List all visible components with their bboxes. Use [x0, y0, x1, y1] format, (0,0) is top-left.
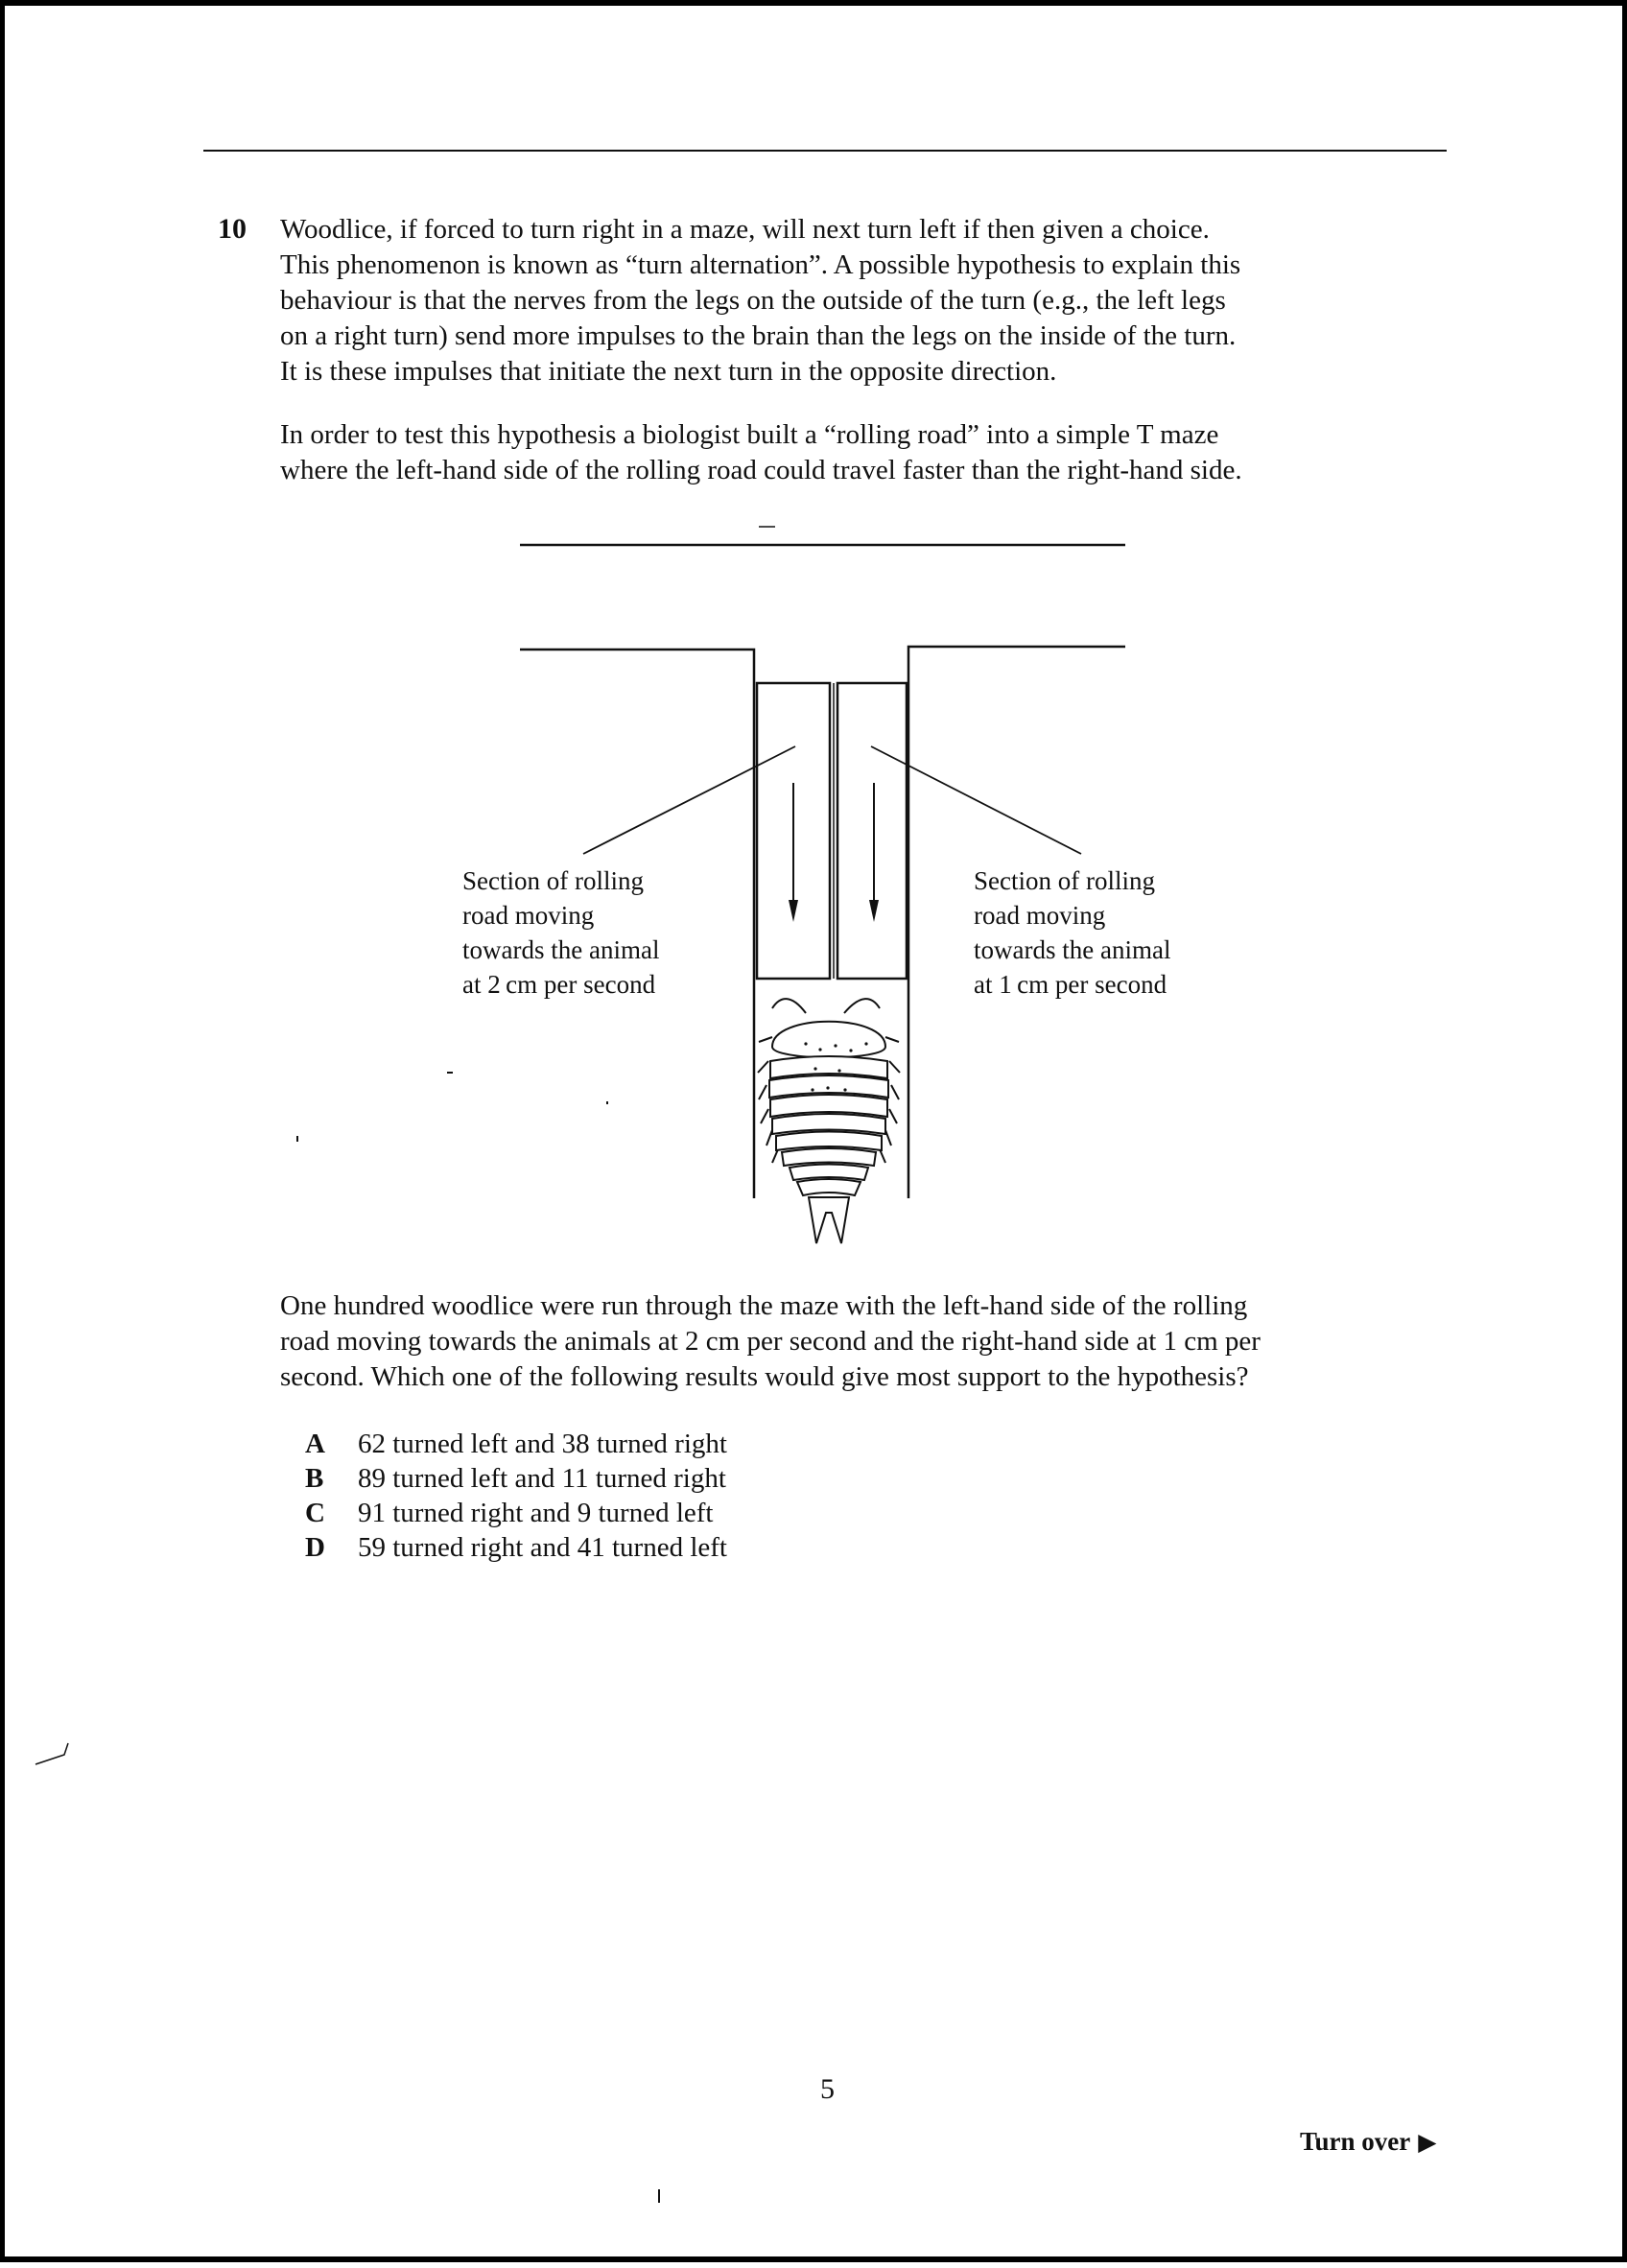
page-number: 5 — [820, 2073, 835, 2105]
scan-specks — [35, 1072, 660, 2203]
label-line: towards the animal — [974, 935, 1171, 964]
label-line: at 1 cm per second — [974, 970, 1167, 999]
label-line: at 2 cm per second — [462, 970, 656, 999]
option-text: 91 turned right and 9 turned left — [358, 1498, 714, 1528]
method-line: where the left-hand side of the rolling road could travel faster than the right-hand side. — [280, 455, 1242, 485]
label-line: Section of rolling — [462, 866, 644, 895]
option-text: 62 turned left and 38 turned right — [358, 1429, 727, 1459]
turn-over-text: Turn over — [1300, 2127, 1411, 2156]
rolling-road-left-label — [462, 863, 659, 1002]
experiment-line: second. Which one of the following results would give most support to the hypothesis? — [280, 1361, 1249, 1392]
option-letter: D — [305, 1532, 325, 1563]
label-line: road moving — [462, 901, 595, 930]
woodlouse-icon — [758, 999, 900, 1243]
rolling-road-right-section — [837, 683, 907, 979]
option-a[interactable] — [305, 1427, 727, 1461]
experiment-line: One hundred woodlice were run through the maze with the left-hand side of the rolling — [280, 1290, 1248, 1321]
option-d[interactable] — [305, 1530, 727, 1565]
leader-line-right — [871, 746, 1081, 854]
arrow-left-head — [789, 900, 798, 922]
t-maze-diagram — [5, 6, 1627, 2268]
right-triangle-arrow-icon: ▶ — [1418, 2130, 1437, 2156]
label-line: Section of rolling — [974, 866, 1155, 895]
label-line: towards the animal — [462, 935, 660, 964]
rolling-road-right-label — [974, 863, 1170, 1002]
option-text: 89 turned left and 11 turned right — [358, 1463, 726, 1494]
question-experiment — [280, 1288, 1261, 1395]
option-letter: B — [305, 1463, 324, 1494]
intro-line: behaviour is that the nerves from the legs on the outside of the turn (e.g., the left legs — [280, 285, 1226, 316]
intro-line: on a right turn) send more impulses to the brain than the legs on the inside of the turn. — [280, 320, 1237, 351]
turn-over-label — [1300, 2127, 1437, 2157]
method-line: In order to test this hypothesis a biologist built a “rolling road” into a simple T maze — [280, 419, 1219, 450]
option-b[interactable] — [305, 1461, 727, 1496]
intro-line: Woodlice, if forced to turn right in a maze, will next turn left if then given a choice. — [280, 214, 1210, 245]
leader-line-left — [583, 746, 795, 854]
arrow-right-head — [869, 900, 879, 922]
intro-line: It is these impulses that initiate the next turn in the opposite direction. — [280, 356, 1057, 387]
experiment-line: road moving towards the animals at 2 cm per second and the right-hand side at 1 cm per — [280, 1326, 1261, 1357]
intro-line: This phenomenon is known as “turn alternation”. A possible hypothesis to explain this — [280, 249, 1241, 280]
option-c[interactable] — [305, 1496, 727, 1530]
option-letter: A — [305, 1429, 325, 1459]
answer-options — [305, 1427, 727, 1565]
option-letter: C — [305, 1498, 325, 1528]
option-text: 59 turned right and 41 turned left — [358, 1532, 727, 1563]
question-number: 10 — [218, 213, 247, 245]
label-line: road moving — [974, 901, 1106, 930]
